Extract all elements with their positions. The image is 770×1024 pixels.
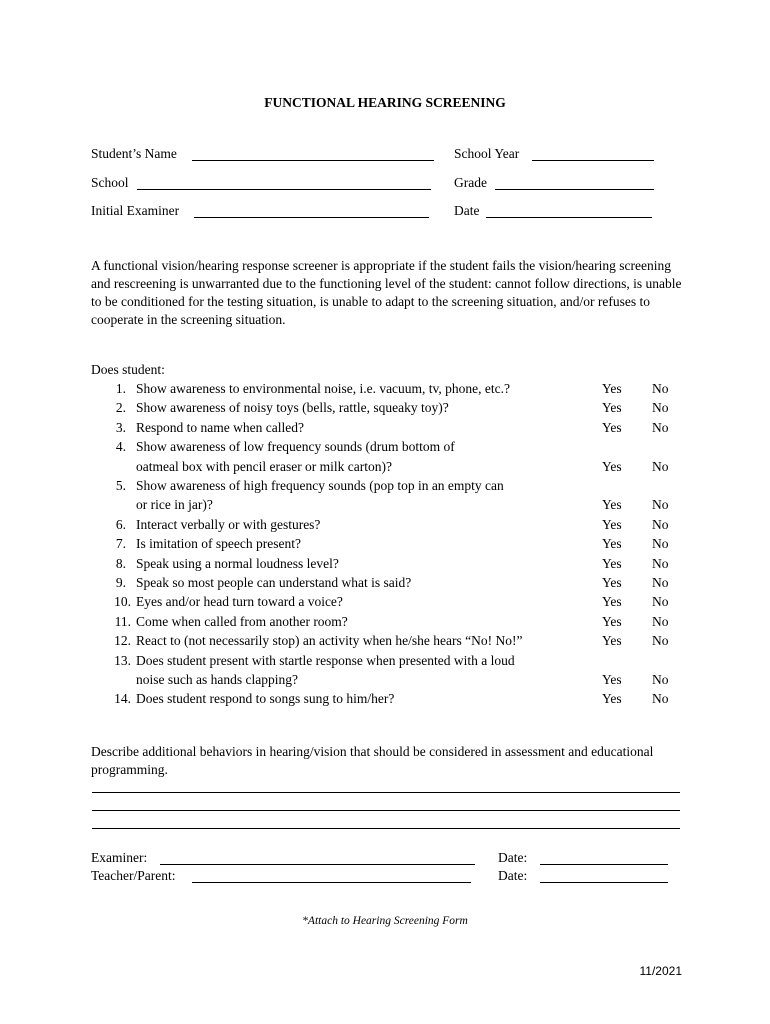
answer-no[interactable]: No	[652, 536, 669, 552]
question-heading: Does student:	[91, 362, 165, 377]
answer-no[interactable]: No	[652, 497, 669, 513]
question-text: React to (not necessarily stop) an activity when he/she hears “No! No!”	[136, 633, 523, 649]
answer-no[interactable]: No	[652, 672, 669, 687]
question-text: noise such as hands clapping?	[136, 672, 298, 687]
answer-no[interactable]: No	[652, 516, 669, 532]
teacher-parent-signature-field[interactable]	[192, 882, 471, 883]
answer-no[interactable]: No	[652, 691, 669, 707]
answer-yes[interactable]: Yes	[602, 575, 622, 590]
answer-no[interactable]: No	[652, 381, 669, 396]
version-date: 11/2021	[639, 964, 682, 978]
date-field[interactable]	[486, 217, 652, 218]
date-label: Date	[454, 203, 480, 218]
question-text: Show awareness of noisy toys (bells, rattle, squeaky toy)?	[136, 400, 449, 416]
examiner-signature-field[interactable]	[160, 864, 475, 865]
question-number: 11.	[114, 613, 131, 629]
answer-yes[interactable]: Yes	[602, 458, 622, 474]
question-number: 3.	[115, 419, 126, 435]
answer-no[interactable]: No	[652, 575, 669, 590]
answer-yes[interactable]: Yes	[602, 555, 622, 571]
answer-yes[interactable]: Yes	[602, 497, 622, 513]
school-field[interactable]	[137, 189, 431, 190]
notes-line[interactable]	[92, 792, 680, 793]
student-name-field[interactable]	[192, 160, 434, 161]
answer-no[interactable]: No	[652, 419, 669, 435]
answer-yes[interactable]: Yes	[602, 672, 622, 687]
notes-line[interactable]	[92, 810, 680, 811]
answer-yes[interactable]: Yes	[602, 516, 622, 532]
question-number: 14.	[114, 691, 131, 707]
question-number: 5.	[115, 478, 126, 493]
question-text: Speak so most people can understand what is said?	[136, 575, 412, 590]
question-text: Respond to name when called?	[136, 419, 304, 435]
question-text: Interact verbally or with gestures?	[136, 516, 321, 532]
answer-yes[interactable]: Yes	[602, 536, 622, 552]
answer-yes[interactable]: Yes	[602, 419, 622, 435]
grade-field[interactable]	[495, 189, 654, 190]
answer-no[interactable]: No	[652, 458, 669, 474]
question-text: Eyes and/or head turn toward a voice?	[136, 594, 343, 610]
teacher-parent-date-field[interactable]	[540, 882, 668, 883]
question-number: 9.	[115, 575, 126, 590]
answer-yes[interactable]: Yes	[602, 633, 622, 649]
question-text: Does student present with startle response when presented with a loud	[136, 652, 515, 668]
question-text: Is imitation of speech present?	[136, 536, 301, 552]
footnote: *Attach to Hearing Screening Form	[302, 915, 468, 927]
question-number: 1.	[115, 381, 126, 396]
question-number: 10.	[114, 594, 131, 610]
examiner-signature-label: Examiner:	[91, 850, 148, 865]
question-text: Come when called from another room?	[136, 613, 348, 629]
school-year-label: School Year	[454, 146, 520, 161]
answer-no[interactable]: No	[652, 594, 669, 610]
student-name-label: Student’s Name	[91, 146, 177, 161]
teacher-parent-signature-label: Teacher/Parent:	[91, 868, 176, 883]
answer-no[interactable]: No	[652, 613, 669, 629]
teacher-parent-date-label: Date:	[498, 868, 528, 883]
question-number: 8.	[115, 555, 126, 571]
question-number: 6.	[115, 516, 126, 532]
answer-yes[interactable]: Yes	[602, 400, 622, 416]
question-number: 4.	[115, 439, 126, 455]
question-text: or rice in jar)?	[136, 497, 213, 513]
school-label: School	[91, 175, 129, 190]
initial-examiner-field[interactable]	[194, 217, 429, 218]
answer-no[interactable]: No	[652, 400, 669, 416]
intro-paragraph: A functional vision/hearing response screener is appropriate if the student fails the vision/hearing screening and rescreening is unwarranted due to the functioning level of the student: cannot follow directions, is unable to be conditioned for the testing situation, is unable to adapt to the screening situation, and/or refuses to cooperate in the screening situation.	[91, 258, 682, 327]
initial-examiner-label: Initial Examiner	[91, 203, 180, 218]
answer-yes[interactable]: Yes	[602, 594, 622, 610]
examiner-date-label: Date:	[498, 850, 528, 865]
describe-paragraph: Describe additional behaviors in hearing/vision that should be considered in assessment and educational programming.	[91, 744, 654, 777]
question-number: 7.	[115, 536, 126, 552]
answer-yes[interactable]: Yes	[602, 381, 622, 396]
answer-no[interactable]: No	[652, 633, 669, 649]
grade-label: Grade	[454, 175, 487, 190]
question-text: Show awareness to environmental noise, i.e. vacuum, tv, phone, etc.?	[136, 381, 511, 396]
examiner-date-field[interactable]	[540, 864, 668, 865]
answer-no[interactable]: No	[652, 555, 669, 571]
notes-line[interactable]	[92, 828, 680, 829]
question-text: Speak using a normal loudness level?	[136, 555, 339, 571]
question-text: Show awareness of high frequency sounds (pop top in an empty can	[136, 478, 504, 493]
question-number: 2.	[115, 400, 126, 416]
question-text: Does student respond to songs sung to him/her?	[136, 691, 395, 707]
question-number: 12.	[114, 633, 131, 649]
question-text: oatmeal box with pencil eraser or milk carton)?	[136, 458, 393, 474]
question-text: Show awareness of low frequency sounds (drum bottom of	[136, 439, 455, 455]
school-year-field[interactable]	[532, 160, 654, 161]
page-title: FUNCTIONAL HEARING SCREENING	[264, 95, 506, 110]
question-number: 13.	[114, 652, 131, 668]
answer-yes[interactable]: Yes	[602, 613, 622, 629]
answer-yes[interactable]: Yes	[602, 691, 622, 707]
